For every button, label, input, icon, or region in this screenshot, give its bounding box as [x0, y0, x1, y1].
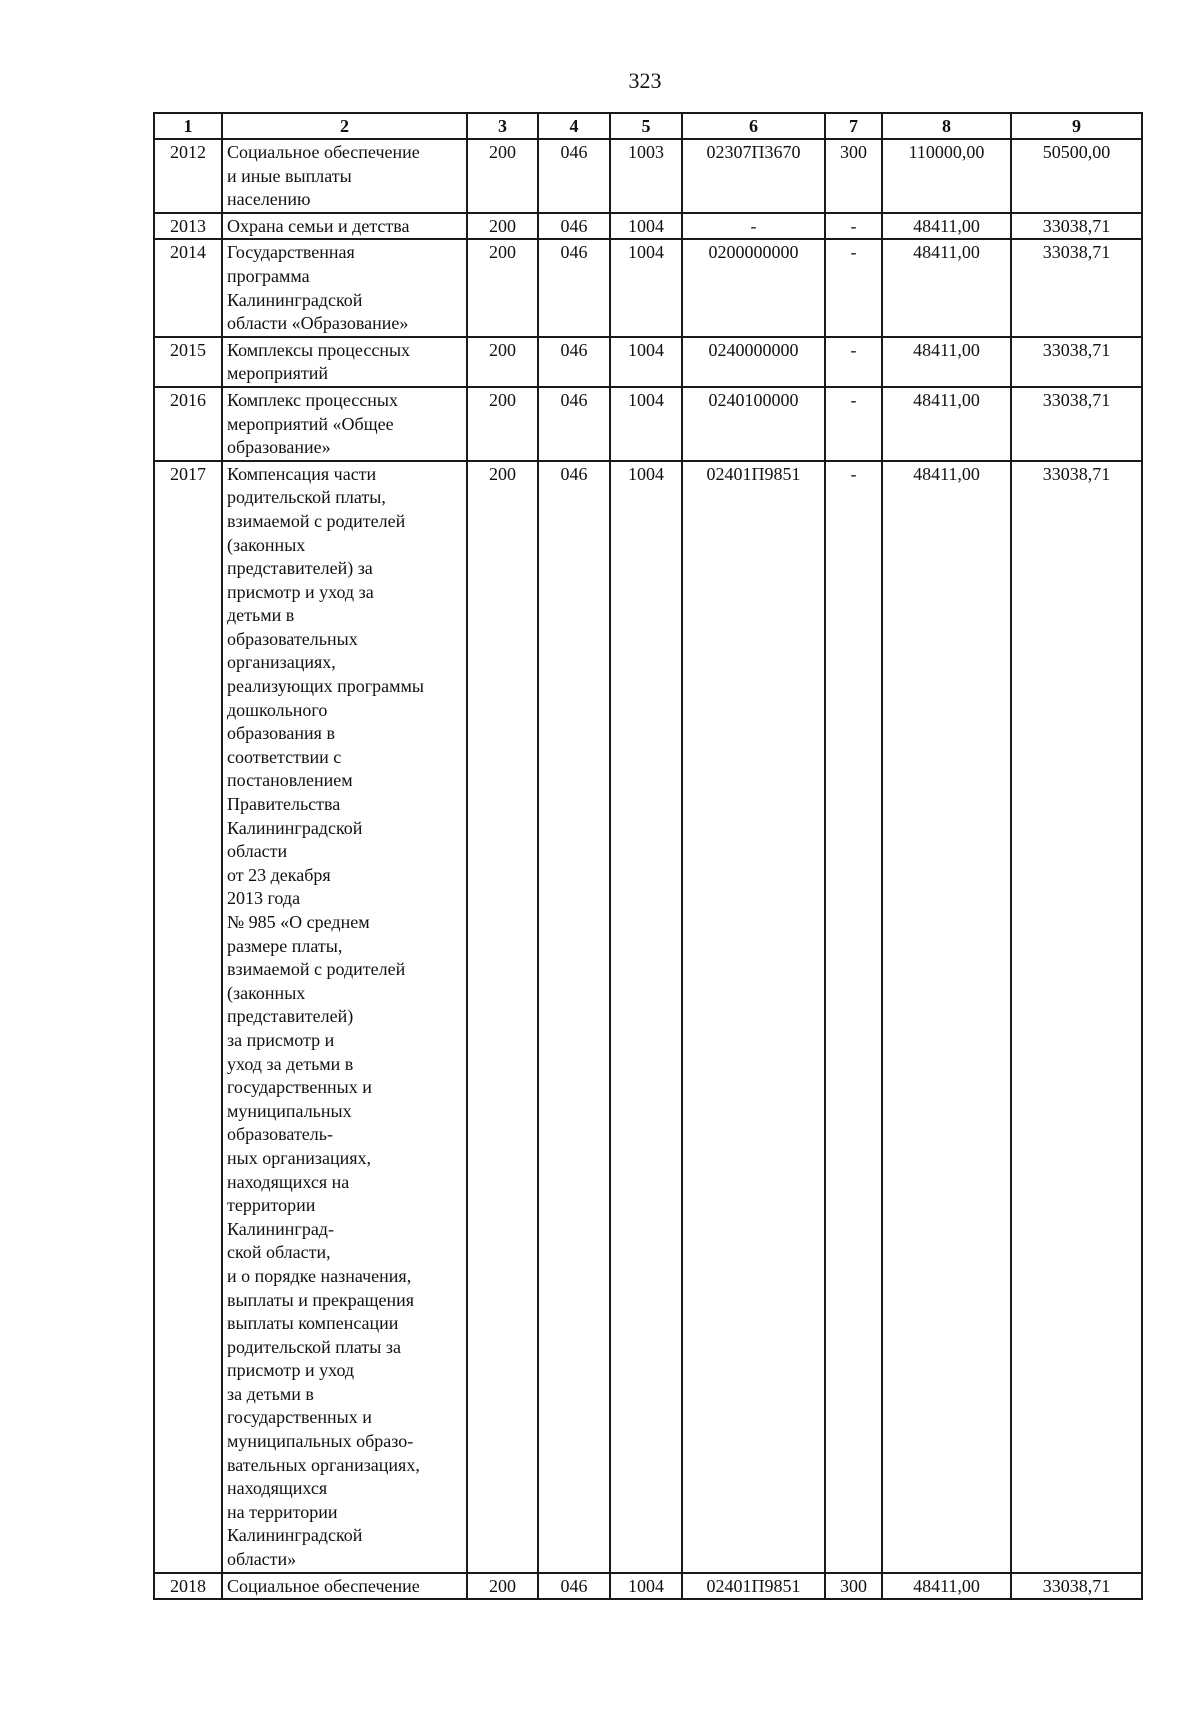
description-line: 2013 года [227, 888, 301, 909]
row-amount-plan: 48411,00 [882, 213, 1011, 240]
column-header-1: 1 [154, 113, 222, 139]
row-col-5: 1004 [610, 1573, 682, 1600]
row-amount-actual: 33038,71 [1011, 461, 1142, 1573]
row-amount-plan: 110000,00 [882, 139, 1011, 213]
row-col-4: 046 [538, 387, 610, 461]
table-row [154, 387, 1142, 461]
description-line: населению [227, 189, 311, 210]
description-line: организациях, [227, 652, 336, 673]
description-line: мероприятий [227, 363, 329, 384]
row-col-3: 200 [467, 337, 538, 387]
description-line: образовательных [227, 628, 358, 649]
row-target-code: - [682, 213, 825, 240]
description-line: и иные выплаты [227, 165, 352, 186]
row-description [222, 239, 467, 336]
description-line: присмотр и уход за [227, 581, 374, 602]
row-number: 2018 [154, 1573, 222, 1600]
row-col-4: 046 [538, 239, 610, 336]
row-number: 2017 [154, 461, 222, 1573]
row-amount-actual: 33038,71 [1011, 213, 1142, 240]
description-line: (законных [227, 982, 306, 1003]
column-header-6: 6 [682, 113, 825, 139]
row-amount-plan: 48411,00 [882, 239, 1011, 336]
description-line: программа [227, 265, 310, 286]
row-type-code: - [825, 239, 882, 336]
column-header-2: 2 [222, 113, 467, 139]
row-target-code: 0200000000 [682, 239, 825, 336]
table-body [154, 139, 1142, 1599]
row-description [222, 337, 467, 387]
row-amount-plan: 48411,00 [882, 387, 1011, 461]
description-line: Калининградской [227, 817, 363, 838]
row-amount-actual: 33038,71 [1011, 239, 1142, 336]
column-header-7: 7 [825, 113, 882, 139]
description-line: области» [227, 1549, 297, 1570]
description-line: представителей) за [227, 558, 373, 579]
row-col-3: 200 [467, 213, 538, 240]
row-target-code: 02401П9851 [682, 1573, 825, 1600]
header-row [154, 113, 1142, 139]
description-line: ных организациях, [227, 1147, 372, 1168]
row-type-code: - [825, 461, 882, 1573]
description-line: области [227, 841, 288, 862]
description-line: дошкольного [227, 699, 328, 720]
row-col-4: 046 [538, 1573, 610, 1600]
description-line: образование» [227, 437, 331, 458]
row-target-code: 02401П9851 [682, 461, 825, 1573]
description-line: вательных организациях, [227, 1454, 420, 1475]
description-line: от 23 декабря [227, 864, 331, 885]
row-target-code: 02307П3670 [682, 139, 825, 213]
row-col-4: 046 [538, 139, 610, 213]
description-line: постановлением [227, 770, 353, 791]
description-line: Калининградской [227, 1525, 363, 1546]
description-line: государственных и [227, 1077, 372, 1098]
description-line: муниципальных [227, 1100, 352, 1121]
description-line: (законных [227, 534, 306, 555]
row-col-3: 200 [467, 461, 538, 1573]
row-amount-plan: 48411,00 [882, 1573, 1011, 1600]
row-col-5: 1004 [610, 213, 682, 240]
description-line: выплаты и прекращения [227, 1289, 415, 1310]
row-description [222, 1573, 467, 1600]
description-line: присмотр и уход [227, 1360, 355, 1381]
description-line: на территории [227, 1501, 338, 1522]
page-number: 323 [628, 68, 662, 93]
row-col-4: 046 [538, 213, 610, 240]
description-line: ской области, [227, 1242, 331, 1263]
row-amount-actual: 50500,00 [1011, 139, 1142, 213]
description-line: родительской платы, [227, 487, 386, 508]
row-number: 2016 [154, 387, 222, 461]
description-line: родительской платы за [227, 1336, 401, 1357]
row-col-5: 1003 [610, 139, 682, 213]
description-line: Государственная [227, 242, 355, 263]
description-line: представителей) [227, 1006, 354, 1027]
row-number: 2014 [154, 239, 222, 336]
column-header-8: 8 [882, 113, 1011, 139]
description-line: взимаемой с родителей [227, 510, 406, 531]
description-line: за детьми в [227, 1383, 314, 1404]
description-line: муниципальных образо- [227, 1431, 414, 1452]
row-col-4: 046 [538, 337, 610, 387]
row-type-code: 300 [825, 1573, 882, 1600]
description-line: за присмотр и [227, 1029, 335, 1050]
description-line: соответствии с [227, 746, 342, 767]
description-line: мероприятий «Общее [227, 413, 394, 434]
row-type-code: 300 [825, 139, 882, 213]
row-number: 2012 [154, 139, 222, 213]
table-row [154, 213, 1142, 240]
row-description [222, 213, 467, 240]
description-line: уход за детьми в [227, 1053, 354, 1074]
row-number: 2015 [154, 337, 222, 387]
row-col-5: 1004 [610, 239, 682, 336]
description-line: Охрана семьи и детства [227, 215, 410, 236]
table-row [154, 139, 1142, 213]
row-type-code: - [825, 337, 882, 387]
description-line: Социальное обеспечение [227, 142, 420, 162]
row-col-4: 046 [538, 461, 610, 1573]
row-description [222, 387, 467, 461]
row-col-3: 200 [467, 1573, 538, 1600]
description-line: реализующих программы [227, 676, 425, 697]
description-line: территории [227, 1195, 316, 1216]
description-line: детьми в [227, 605, 295, 626]
row-description [222, 139, 467, 213]
row-amount-actual: 33038,71 [1011, 387, 1142, 461]
row-col-3: 200 [467, 239, 538, 336]
table-row [154, 337, 1142, 387]
column-header-9: 9 [1011, 113, 1142, 139]
row-col-3: 200 [467, 139, 538, 213]
description-line: взимаемой с родителей [227, 959, 406, 980]
column-header-4: 4 [538, 113, 610, 139]
row-col-5: 1004 [610, 387, 682, 461]
description-line: Социальное обеспечение [227, 1575, 420, 1596]
row-amount-actual: 33038,71 [1011, 1573, 1142, 1600]
row-number: 2013 [154, 213, 222, 240]
description-line: Комплексы процессных [227, 339, 411, 360]
column-header-3: 3 [467, 113, 538, 139]
description-line: находящихся на [227, 1171, 350, 1192]
description-line: образователь- [227, 1124, 333, 1145]
row-col-5: 1004 [610, 461, 682, 1573]
description-line: размере платы, [227, 935, 343, 956]
description-line: и о порядке назначения, [227, 1265, 412, 1286]
description-line: области «Образование» [227, 313, 409, 334]
description-line: находящихся [227, 1478, 328, 1499]
table-row [154, 461, 1142, 1573]
table-row [154, 239, 1142, 336]
row-amount-actual: 33038,71 [1011, 337, 1142, 387]
table-row [154, 1573, 1142, 1600]
description-line: № 985 «О среднем [227, 912, 370, 932]
description-line: государственных и [227, 1407, 372, 1428]
column-header-5: 5 [610, 113, 682, 139]
row-type-code: - [825, 213, 882, 240]
row-target-code: 0240000000 [682, 337, 825, 387]
description-line: Компенсация части [227, 463, 377, 484]
row-type-code: - [825, 387, 882, 461]
budget-table [153, 112, 1143, 1600]
row-amount-plan: 48411,00 [882, 461, 1011, 1573]
description-line: Калининградской [227, 289, 363, 310]
description-line: выплаты компенсации [227, 1313, 399, 1334]
description-line: образования в [227, 723, 335, 744]
row-col-5: 1004 [610, 337, 682, 387]
description-line: Правительства [227, 794, 341, 815]
row-amount-plan: 48411,00 [882, 337, 1011, 387]
description-line: Калининград- [227, 1218, 334, 1239]
row-target-code: 0240100000 [682, 387, 825, 461]
row-col-3: 200 [467, 387, 538, 461]
description-line: Комплекс процессных [227, 389, 398, 410]
row-description [222, 461, 467, 1573]
